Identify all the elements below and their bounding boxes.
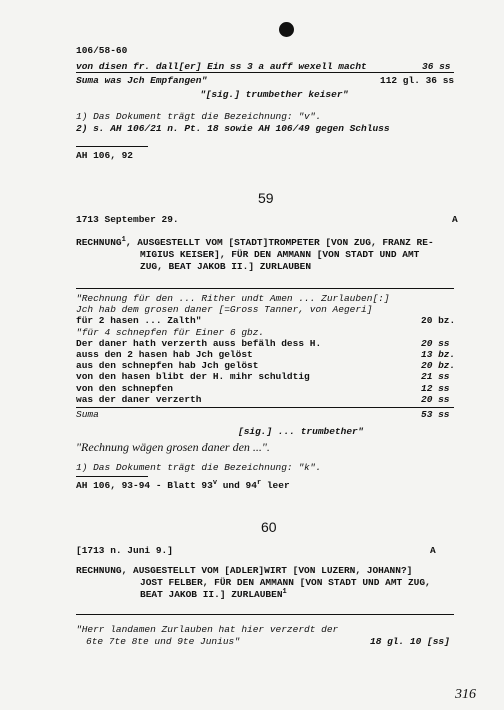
line2-amount: 112 gl. 36 ss: [380, 75, 455, 86]
account-line-text: was der daner verzerth: [76, 393, 202, 405]
account-line-text: aus den schnepfen hab Jch gelöst: [76, 360, 259, 372]
account-line-text: "Rechnung für den ... Rither undt Amen ... Zurlauben[:]: [76, 293, 390, 304]
document-title-line1: RECHNUNG$^1$, AUSGESTELLT VOM [STADT]TROMPETER [VON ZUG, FRANZ RE-: [76, 235, 434, 248]
account-line-amount: 20 ss: [421, 337, 450, 349]
archive-reference: AH 106, 92: [76, 150, 134, 161]
line1-amount: 36 ss: [422, 61, 451, 72]
separator-rule: [76, 146, 148, 147]
separator-rule: [76, 476, 148, 477]
footnote-1: 1) Das Dokument trägt die Bezeichnung: "v".: [76, 111, 322, 122]
account-line-2-amount: 18 gl. 10 [ss]: [370, 636, 450, 647]
document-letter: A: [430, 545, 436, 556]
document-title-line2: JOST FELBER, FÜR DEN AMMANN [VON STADT UND AMT ZUG,: [140, 577, 431, 588]
account-line-text: "für 4 schnepfen für Einer 6 gbz.: [76, 326, 265, 338]
account-line-text: von den hasen blibt der H. mihr schuldtig: [76, 371, 310, 383]
document-title-line1: RECHNUNG, AUSGESTELLT VOM [ADLER]WIRT [VON LUZERN, JOHANN?]: [76, 565, 413, 576]
line1-text: von disen fr. dall[er] Ein ss 3 a auff wexell macht: [76, 61, 367, 72]
document-title-line3: ZUG, BEAT JAKOB II.] ZURLAUBEN: [140, 261, 312, 272]
page-number-handwritten: 316: [455, 687, 476, 702]
account-line-text: auss den 2 hasen hab Jch gelöst: [76, 349, 253, 360]
account-line-text: Der daner hath verzerth auss befälh dess H.: [76, 337, 322, 349]
signature: [sig.] ... trumbether": [238, 426, 364, 437]
footnote-2: 2) s. AH 106/21 n. Pt. 18 sowie AH 106/49 gegen Schluss: [76, 123, 390, 134]
document-title-line2: MIGIUS KEISER], FÜR DEN AMMANN [VON STADT UND AMT: [140, 249, 420, 260]
document-date: [1713 n. Juni 9.]: [76, 545, 173, 556]
line2-text: Suma was Jch Empfangen": [76, 75, 208, 86]
account-line-amount: 20 ss: [421, 393, 450, 405]
account-line-text: von den schnepfen: [76, 382, 173, 394]
footnote: 1) Das Dokument trägt die Bezeichnung: "k".: [76, 462, 322, 473]
account-line-amount: 20 bz.: [421, 315, 456, 327]
reference-number: 106/58-60: [76, 45, 128, 56]
document-title-line3: BEAT JAKOB II.] ZURLAUBEN$^1$: [140, 587, 287, 600]
account-line-text: für 2 hasen ... Zalth": [76, 315, 202, 327]
table-top-rule: [76, 614, 454, 615]
sum-label: Suma: [76, 409, 99, 420]
sum-amount: 53 ss: [421, 409, 450, 420]
document-letter: A: [452, 214, 458, 225]
account-line-amount: 12 ss: [421, 382, 450, 394]
document-number: 60: [261, 519, 277, 535]
account-line-amount: 20 bz.: [421, 360, 456, 372]
handwritten-note: "Rechnung wägen grosen daner den ...".: [76, 440, 270, 454]
account-line-amount: 21 ss: [421, 371, 450, 383]
signature: "[sig.] trumbether keiser": [200, 89, 349, 100]
document-number: 59: [258, 190, 274, 206]
account-line-2: 6te 7te 8te und 9te Junius": [86, 636, 240, 647]
table-top-rule: [76, 288, 454, 289]
account-line-amount: 13 bz.: [421, 349, 456, 360]
account-line-text: Jch hab dem grosen daner [=Gross Tanner, von Aegeri]: [76, 304, 373, 316]
sum-rule: [76, 72, 454, 73]
document-date: 1713 September 29.: [76, 214, 179, 225]
punch-hole: [279, 22, 294, 37]
account-line-1: "Herr landamen Zurlauben hat hier verzerdt der: [76, 624, 339, 635]
archive-reference: AH 106, 93-94 - Blatt 93$^v$ und 94$^r$ leer: [76, 478, 290, 491]
sum-rule: [76, 407, 454, 408]
